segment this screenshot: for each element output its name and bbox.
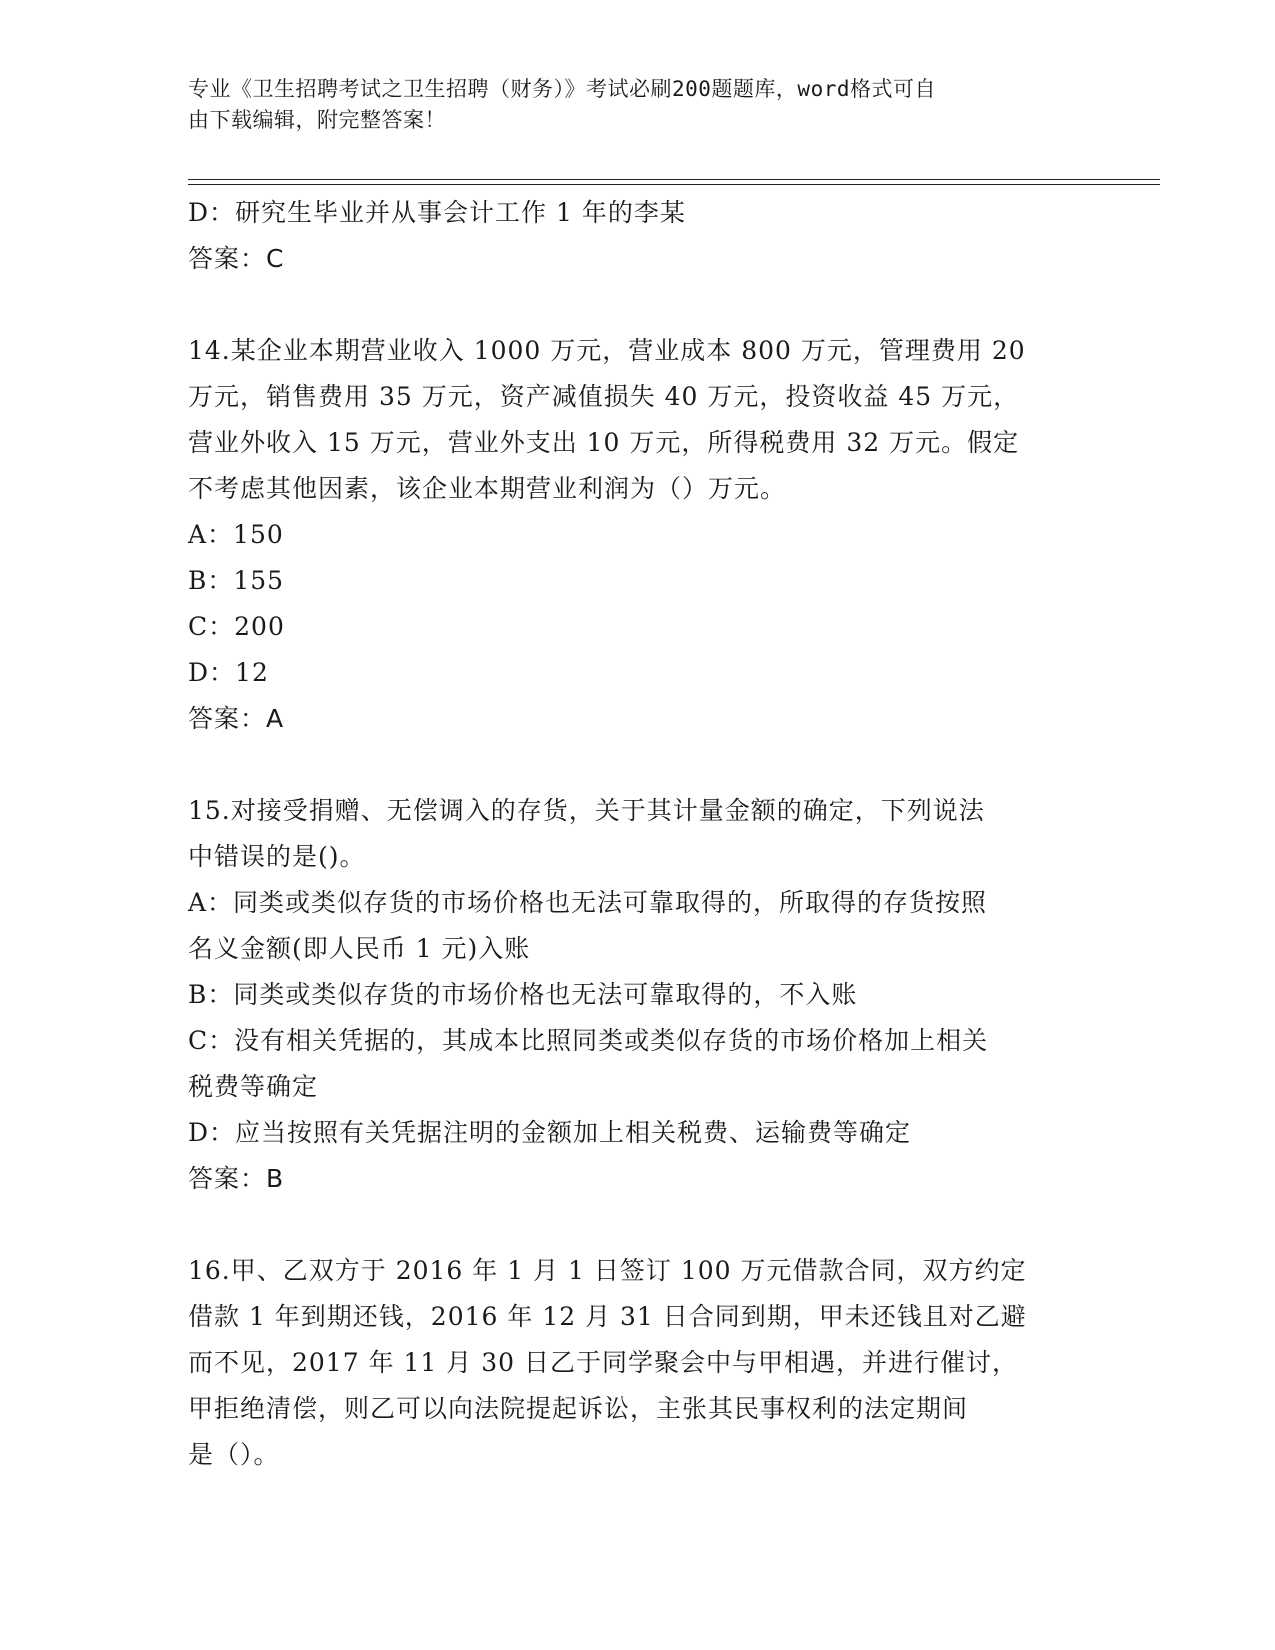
q15-option-a-line: A：同类或类似存货的市场价格也无法可靠取得的，所取得的存货按照	[188, 888, 988, 917]
q14-answer: 答案：A	[188, 704, 285, 733]
q14-option-b: B：155	[188, 566, 285, 595]
q16-stem-line: 而不见，2017 年 11 月 30 日乙于同学聚会中与甲相遇，并进行催讨，	[188, 1348, 1018, 1377]
q13-answer: 答案：C	[188, 244, 285, 273]
header-divider-top	[188, 179, 1160, 180]
q15-option-a-line: 名义金额(即人民币 1 元)入账	[188, 934, 531, 963]
q15-option-c-line: 税费等确定	[188, 1072, 319, 1101]
q14-option-a: A：150	[188, 520, 284, 549]
q13-option-d: D：研究生毕业并从事会计工作 1 年的李某	[188, 198, 686, 227]
q15-option-b: B：同类或类似存货的市场价格也无法可靠取得的，不入账	[188, 980, 858, 1009]
header-line-1: 专业《卫生招聘考试之卫生招聘（财务）》考试必刷200题题库，word格式可自	[188, 77, 936, 101]
q16-stem-line: 16.甲、乙双方于 2016 年 1 月 1 日签订 100 万元借款合同，双方约定	[188, 1256, 1027, 1285]
q15-stem-line: 15.对接受捐赠、无偿调入的存货，关于其计量金额的确定，下列说法	[188, 796, 985, 825]
spacer	[188, 282, 1088, 328]
q14-stem-line: 不考虑其他因素，该企业本期营业利润为（）万元。	[188, 474, 787, 503]
q14-stem-line: 营业外收入 15 万元，营业外支出 10 万元，所得税费用 32 万元。假定	[188, 428, 1020, 457]
spacer	[188, 742, 1088, 788]
question-content	[188, 190, 1088, 1478]
header-line-2: 由下载编辑，附完整答案！	[188, 108, 446, 132]
q16-stem-line: 是（）。	[188, 1440, 280, 1469]
q14-stem-line: 14.某企业本期营业收入 1000 万元，营业成本 800 万元，管理费用 20	[188, 336, 1026, 365]
question-15	[188, 788, 1088, 1202]
q15-option-d: D：应当按照有关凭据注明的金额加上相关税费、运输费等确定	[188, 1118, 912, 1147]
q15-option-c-line: C：没有相关凭据的，其成本比照同类或类似存货的市场价格加上相关	[188, 1026, 989, 1055]
q14-option-c: C：200	[188, 612, 285, 641]
q15-stem-line: 中错误的是()。	[188, 842, 366, 871]
document-header	[188, 74, 1078, 136]
q15-answer: 答案：B	[188, 1164, 285, 1193]
question-14	[188, 328, 1088, 742]
q16-stem-line: 借款 1 年到期还钱，2016 年 12 月 31 日合同到期，甲未还钱且对乙避	[188, 1302, 1027, 1331]
spacer	[188, 1202, 1088, 1248]
question-16	[188, 1248, 1088, 1478]
q14-option-d: D：12	[188, 658, 269, 687]
header-divider-bottom	[188, 184, 1160, 185]
q16-stem-line: 甲拒绝清偿，则乙可以向法院提起诉讼，主张其民事权利的法定期间	[188, 1394, 969, 1423]
q14-stem-line: 万元，销售费用 35 万元，资产减值损失 40 万元，投资收益 45 万元，	[188, 382, 1020, 411]
